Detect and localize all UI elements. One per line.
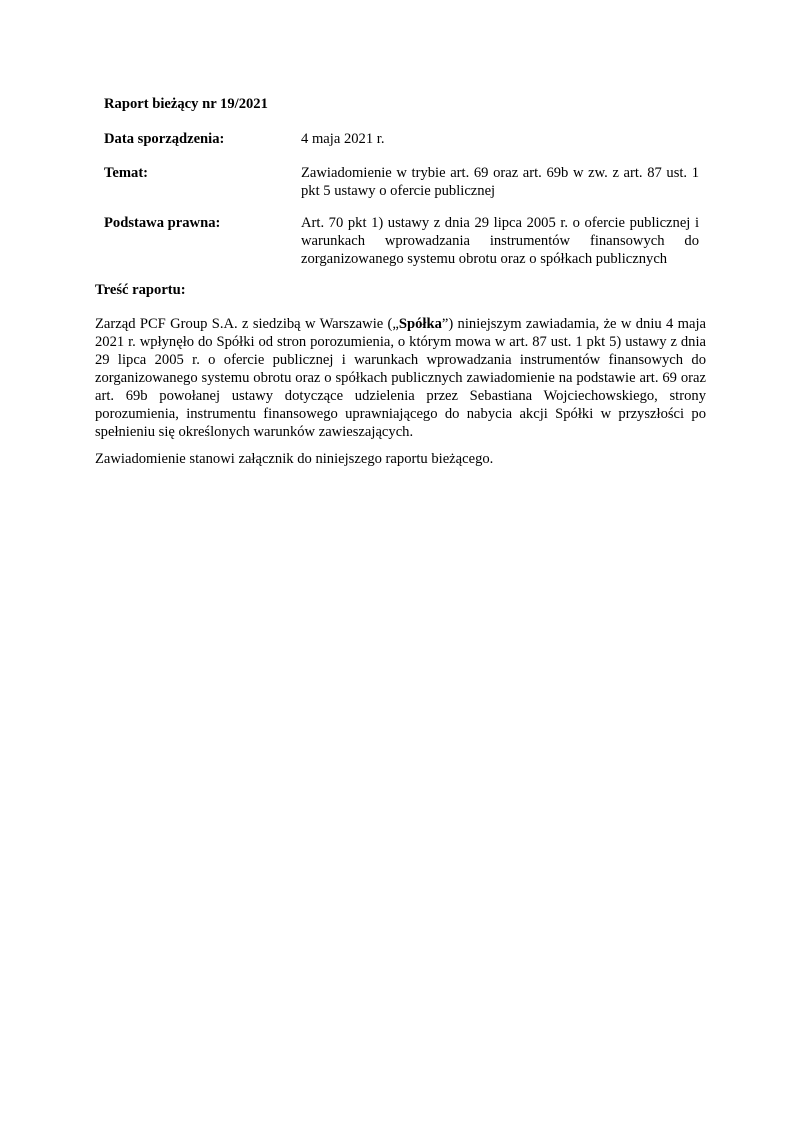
content-heading: Treść raportu: [95, 282, 186, 298]
topic-label: Temat: [104, 165, 149, 181]
company-term: Spółka [398, 316, 442, 332]
legal-basis-value: Art. 70 pkt 1) ustawy z dnia 29 lipca 2005 r. o ofercie publicznej i warunkach wprowadzania instrumentów finansowych do zorganizowanego systemu obrotu oraz o spółkach publicznych [301, 215, 699, 267]
report-title: Raport bieżący nr 19/2021 [104, 96, 268, 112]
legal-basis-label: Podstawa prawna: [104, 215, 221, 231]
date-value: 4 maja 2021 r. [301, 131, 385, 147]
para1-text-end: ”) niniejszym zawiadamia, że w dniu 4 maja 2021 r. wpłynęło do Spółki od stron porozumienia, o którym mowa w art. 87 ust. 1 pkt 5) ustawy z dnia 29 lipca 2005 r. o ofercie publicznej i warunkach wprowadzania instrumentów finansowych do zorganizowanego systemu obrotu oraz o spółkach publicznych zawiadomienie na podstawie art. 69 oraz art. 69b powołanej ustawy dotyczące udzielenia przez Sebastiana Wojciechowskiego, strony porozumienia, instrumentu finansowego uprawniającego do nabycia akcji Spółki w przyszłości po spełnieniu się określonych warunków zawieszających. [95, 316, 706, 440]
topic-value: Zawiadomienie w trybie art. 69 oraz art. 69b w zw. z art. 87 ust. 1 pkt 5 ustawy o ofercie publicznej [301, 165, 699, 199]
para1-text-start: Zarząd PCF Group S.A. z siedzibą w Warszawie („ [95, 316, 399, 332]
body-paragraph-2: Zawiadomienie stanowi załącznik do niniejszego raportu bieżącego. [95, 451, 494, 467]
date-label: Data sporządzenia: [104, 131, 225, 147]
body-paragraph-1 [95, 315, 706, 441]
